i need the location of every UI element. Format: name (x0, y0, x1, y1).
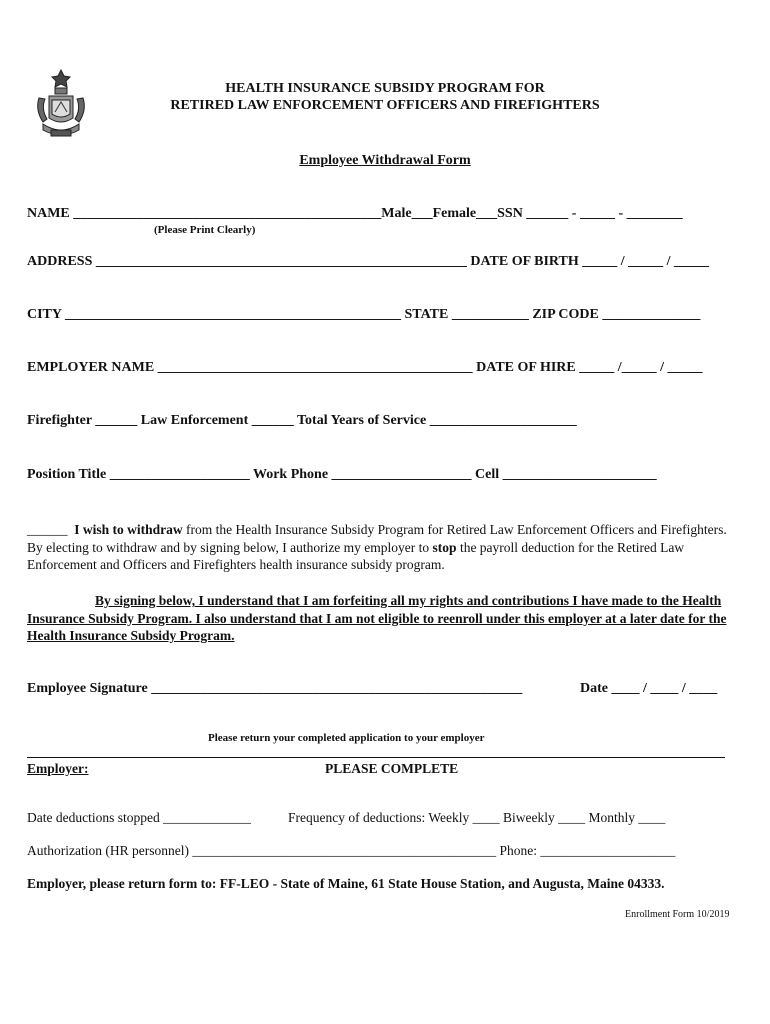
employer-return-address: Employer, please return form to: FF-LEO - State of Maine, 61 State House Station, and Augusta, Maine 04333. (27, 876, 665, 891)
program-title-line1: HEALTH INSURANCE SUBSIDY PROGRAM FOR (225, 81, 545, 96)
withdraw-checkbox-blank[interactable]: ______ (27, 522, 68, 537)
deduction-frequency-field[interactable]: Frequency of deductions: Weekly ____ Biweekly ____ Monthly ____ (288, 810, 666, 825)
withdraw-stop: stop (432, 539, 457, 555)
enrollment-form-version: Enrollment Form 10/2019 (625, 909, 730, 920)
signature-date-field[interactable]: Date ____ / ____ / ____ (580, 681, 718, 696)
return-note: Please return your completed application to your employer (208, 732, 485, 744)
name-field[interactable]: NAME ____________________________________________Male___Female___SSN ______ - _____ - ________ (27, 206, 683, 221)
deductions-stopped-field[interactable]: Date deductions stopped _____________ (27, 810, 251, 825)
please-complete-heading: PLEASE COMPLETE (325, 761, 459, 776)
employer-label: Employer: (27, 761, 89, 776)
form-title: Employee Withdrawal Form (299, 153, 471, 168)
position-field[interactable]: Position Title ____________________ Work Phone ____________________ Cell ______________________ (27, 467, 657, 482)
authorization-field[interactable]: Authorization (HR personnel) _____________________________________________ Phone: ____________________ (27, 843, 676, 858)
program-title-line2: RETIRED LAW ENFORCEMENT OFFICERS AND FIREFIGHTERS (170, 98, 600, 113)
city-field[interactable]: CITY ________________________________________________ STATE ___________ ZIP CODE ______________ (27, 307, 701, 322)
name-hint: (Please Print Clearly) (154, 224, 256, 236)
employer-field[interactable]: EMPLOYER NAME _____________________________________________ DATE OF HIRE _____ /_____ / _____ (27, 360, 703, 375)
section-divider (27, 757, 725, 758)
acknowledgement-text: By signing below, I understand that I am forfeiting all my rights and contributions I have made to the Health Insurance Subsidy Program. I also understand that I am not eligible to reenroll under this employer at a later date for the Health Insurance Subsidy Program. (27, 593, 727, 643)
withdraw-text-1: from the Health Insurance Subsidy Program for Retired Law Enforcement Officers and Firefighters. By electing to withdraw and by signing below, I authorize my employer to (27, 522, 727, 555)
service-field[interactable]: Firefighter ______ Law Enforcement ______ Total Years of Service _____________________ (27, 413, 577, 428)
withdraw-text-2: the payroll deduction for the Retired Law Enforcement and Officers and Firefighters health insurance subsidy program. (27, 539, 685, 572)
withdraw-lead: I wish to withdraw (74, 522, 183, 537)
withdraw-statement (27, 521, 743, 574)
address-field[interactable]: ADDRESS _____________________________________________________ DATE OF BIRTH _____ / _____ / _____ (27, 254, 710, 269)
employee-signature-field[interactable]: Employee Signature _____________________________________________________ (27, 681, 523, 696)
